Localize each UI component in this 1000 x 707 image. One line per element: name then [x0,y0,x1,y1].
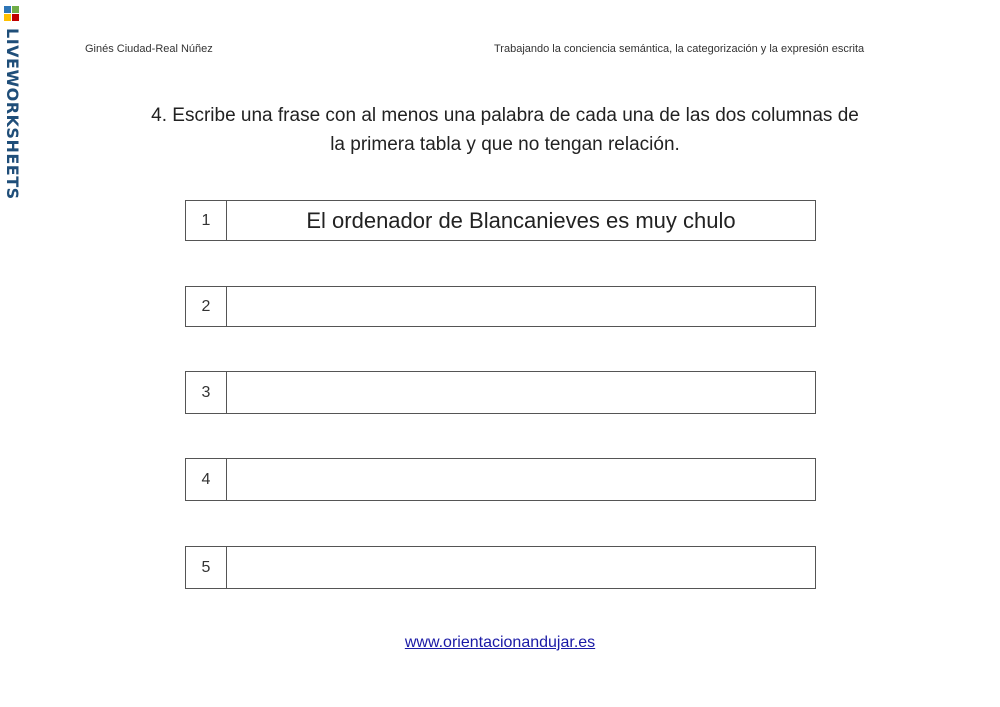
author-header: Ginés Ciudad-Real Núñez [85,43,213,55]
website-link[interactable]: www.orientacionandujar.es [404,634,596,651]
answer-number: 2 [186,287,227,326]
answer-number: 1 [186,201,227,240]
footer [0,634,1000,652]
answer-number: 4 [186,459,227,500]
answer-field-1[interactable]: El ordenador de Blancanieves es muy chulo [306,207,736,233]
answer-row-5 [185,546,816,589]
exercise-instruction [90,101,920,159]
answer-field-2[interactable] [227,287,815,326]
answer-number: 5 [186,547,227,588]
instruction-line-2: la primera tabla y que no tengan relación. [330,134,680,155]
liveworksheets-brand [0,0,26,210]
answer-field-3[interactable] [227,372,815,413]
liveworksheets-logo-icon [4,6,20,22]
answer-row-4 [185,458,816,501]
instruction-line-1: 4. Escribe una frase con al menos una palabra de cada una de las dos columnas de [151,105,859,126]
answer-number: 3 [186,372,227,413]
answer-row-2 [185,286,816,327]
answer-row-1 [185,200,816,241]
topic-header: Trabajando la conciencia semántica, la categorización y la expresión escrita [494,43,865,55]
answer-field-4[interactable] [227,459,815,500]
answer-field-5[interactable] [227,547,815,588]
answer-row-3 [185,371,816,414]
brand-name: LIVEWORKSHEETS [3,28,22,200]
